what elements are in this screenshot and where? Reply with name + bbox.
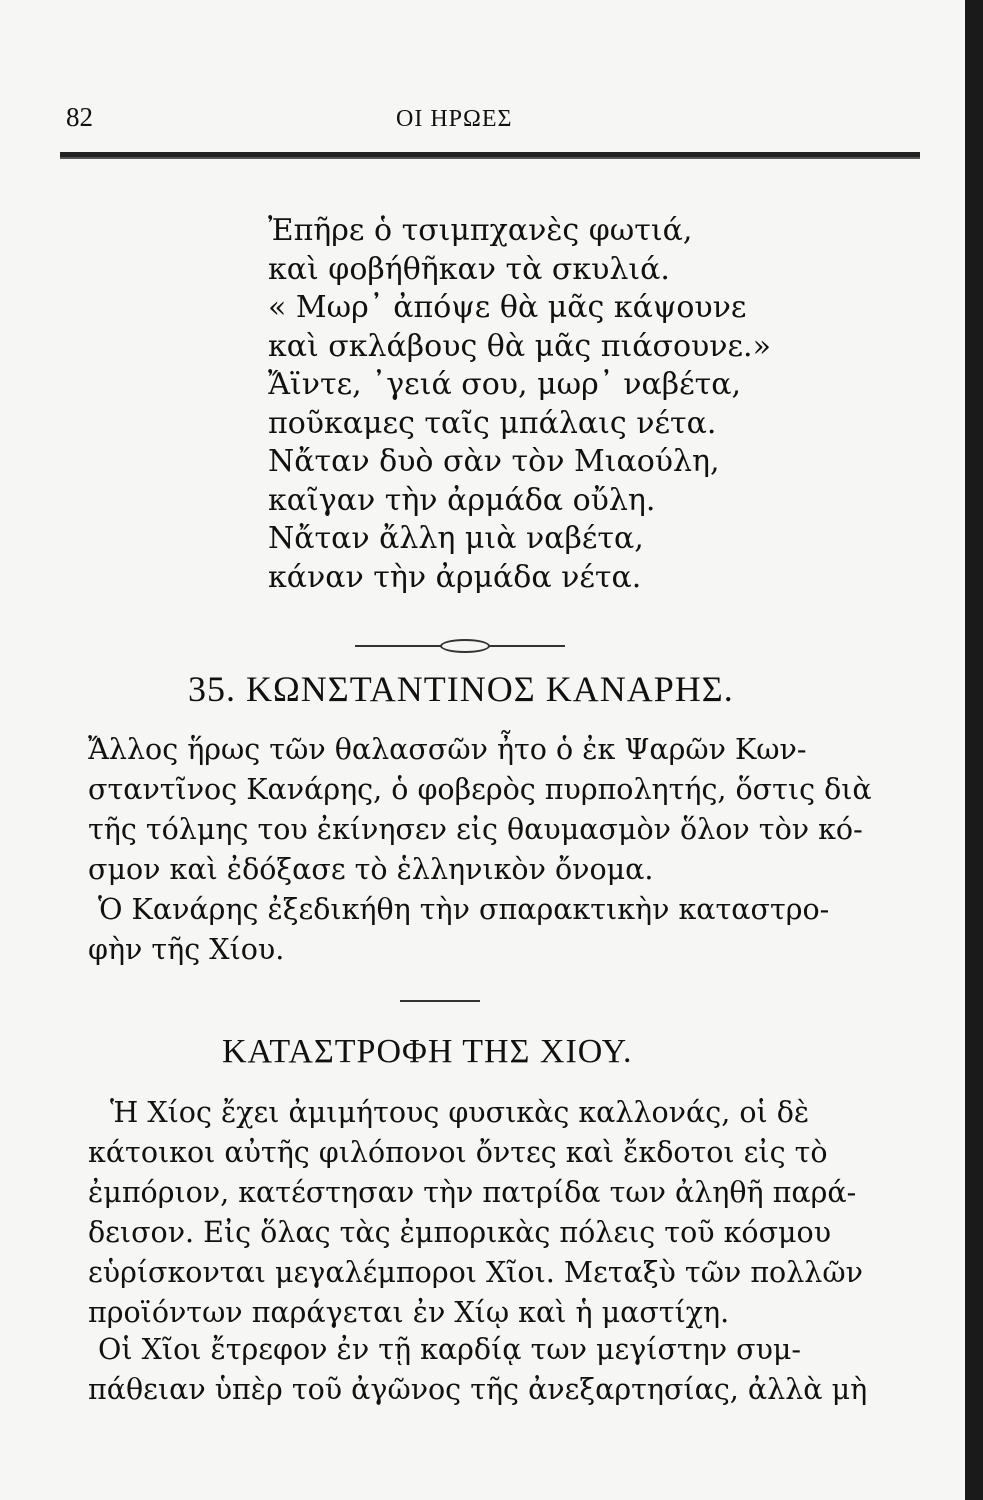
running-title: ΟΙ ΗΡΩΕΣ [396, 106, 513, 132]
text-line: εὑρίσκονται μεγαλέμποροι Χῖοι. Μεταξὺ τῶν πολλῶν [88, 1256, 863, 1289]
header-rule [60, 152, 920, 159]
poem-line: καὶ φοβήθῆκαν τὰ σκυλιά. [268, 251, 670, 287]
text-line: σταντῖνος Κανάρης, ὁ φοβερὸς πυρπολητής, ὅστις διὰ [88, 773, 872, 806]
text-line: τῆς τόλμης του ἐκίνησεν εἰς θαυμασμὸν ὅλον τὸν κό- [88, 813, 863, 846]
text-line: Ἡ Χίος ἔχει ἀμιμήτους φυσικὰς καλλονάς, οἱ δὲ [110, 1096, 810, 1129]
text-line: Ἄλλος ἥρως τῶν θαλασσῶν ἦτο ὁ ἐκ Ψαρῶν Κων- [88, 733, 807, 766]
poem-line: καῖγαν τὴν ἀρμάδα οὔλη. [268, 482, 656, 518]
poem-line: Ἄϊντε, ᾽γειά σου, μωρ᾽ ναβέτα, [268, 367, 742, 402]
subsection-title: ΚΑΤΑΣΤΡΟΦΗ ΤΗΣ ΧΙΟΥ. [222, 1033, 633, 1070]
text-line: δεισον. Εἰς ὅλας τὰς ἐμπορικὰς πόλεις τοῦ κόσμου [88, 1216, 832, 1249]
text-line: Οἱ Χῖοι ἔτρεφον ἐν τῇ καρδίᾳ των μεγίστην συμ- [98, 1333, 802, 1366]
poem-line: « Μωρ᾽ ἀπόψε θὰ μᾶς κάψουνε [268, 290, 747, 325]
page-number: 82 [66, 102, 93, 132]
poem [268, 212, 828, 597]
text-line: ἐμπόριον, κατέστησαν τὴν πατρίδα των ἀληθῆ παρά- [88, 1176, 857, 1209]
text-line: κάτοικοι αὐτῆς φιλόπονοι ὄντες καὶ ἔκδοτοι εἰς τὸ [88, 1136, 828, 1169]
text-line: πάθειαν ὑπὲρ τοῦ ἀγῶνος τῆς ἀνεξαρτησίας, ἀλλὰ μὴ [88, 1373, 868, 1406]
text-line: φὴν τῆς Χίου. [88, 933, 285, 966]
subsection-paragraph-1 [88, 1093, 878, 1333]
scan-edge [965, 0, 983, 1500]
text-line: σμον καὶ ἐδόξασε τὸ ἑλληνικὸν ὄνομα. [88, 853, 654, 886]
poem-line: καὶ σκλάβους θὰ μᾶς πιάσουνε.» [268, 328, 771, 364]
section-paragraph-2 [88, 890, 878, 970]
poem-line: Ἐπῆρε ὁ τσιμπχανὲς φωτιά, [268, 213, 693, 248]
short-rule [400, 1000, 480, 1002]
poem-line: κάναν τὴν ἀρμάδα νέτα. [268, 559, 642, 595]
poem-line: Νἄταν ἄλλη μιὰ ναβέτα, [268, 521, 644, 556]
text-line: προϊόντων παράγεται ἐν Χίῳ καὶ ἡ μαστίχη. [88, 1296, 730, 1329]
text-line: Ὁ Κανάρης ἐξεδικήθη τὴν σπαρακτικὴν καταστρο- [98, 893, 830, 926]
section-title: 35. ΚΩΝΣΤΑΝΤΙΝΟΣ ΚΑΝΑΡΗΣ. [188, 669, 734, 709]
poem-line: ποῦκαμες ταῖς μπάλαις νέτα. [268, 405, 717, 441]
page-header [66, 102, 926, 142]
poem-line: Νἄταν δυὸ σὰν τὸν Μιαούλη, [268, 444, 720, 479]
subsection-paragraph-2 [88, 1330, 878, 1410]
separator-ornament [440, 639, 490, 653]
section-paragraph-1 [88, 730, 878, 890]
